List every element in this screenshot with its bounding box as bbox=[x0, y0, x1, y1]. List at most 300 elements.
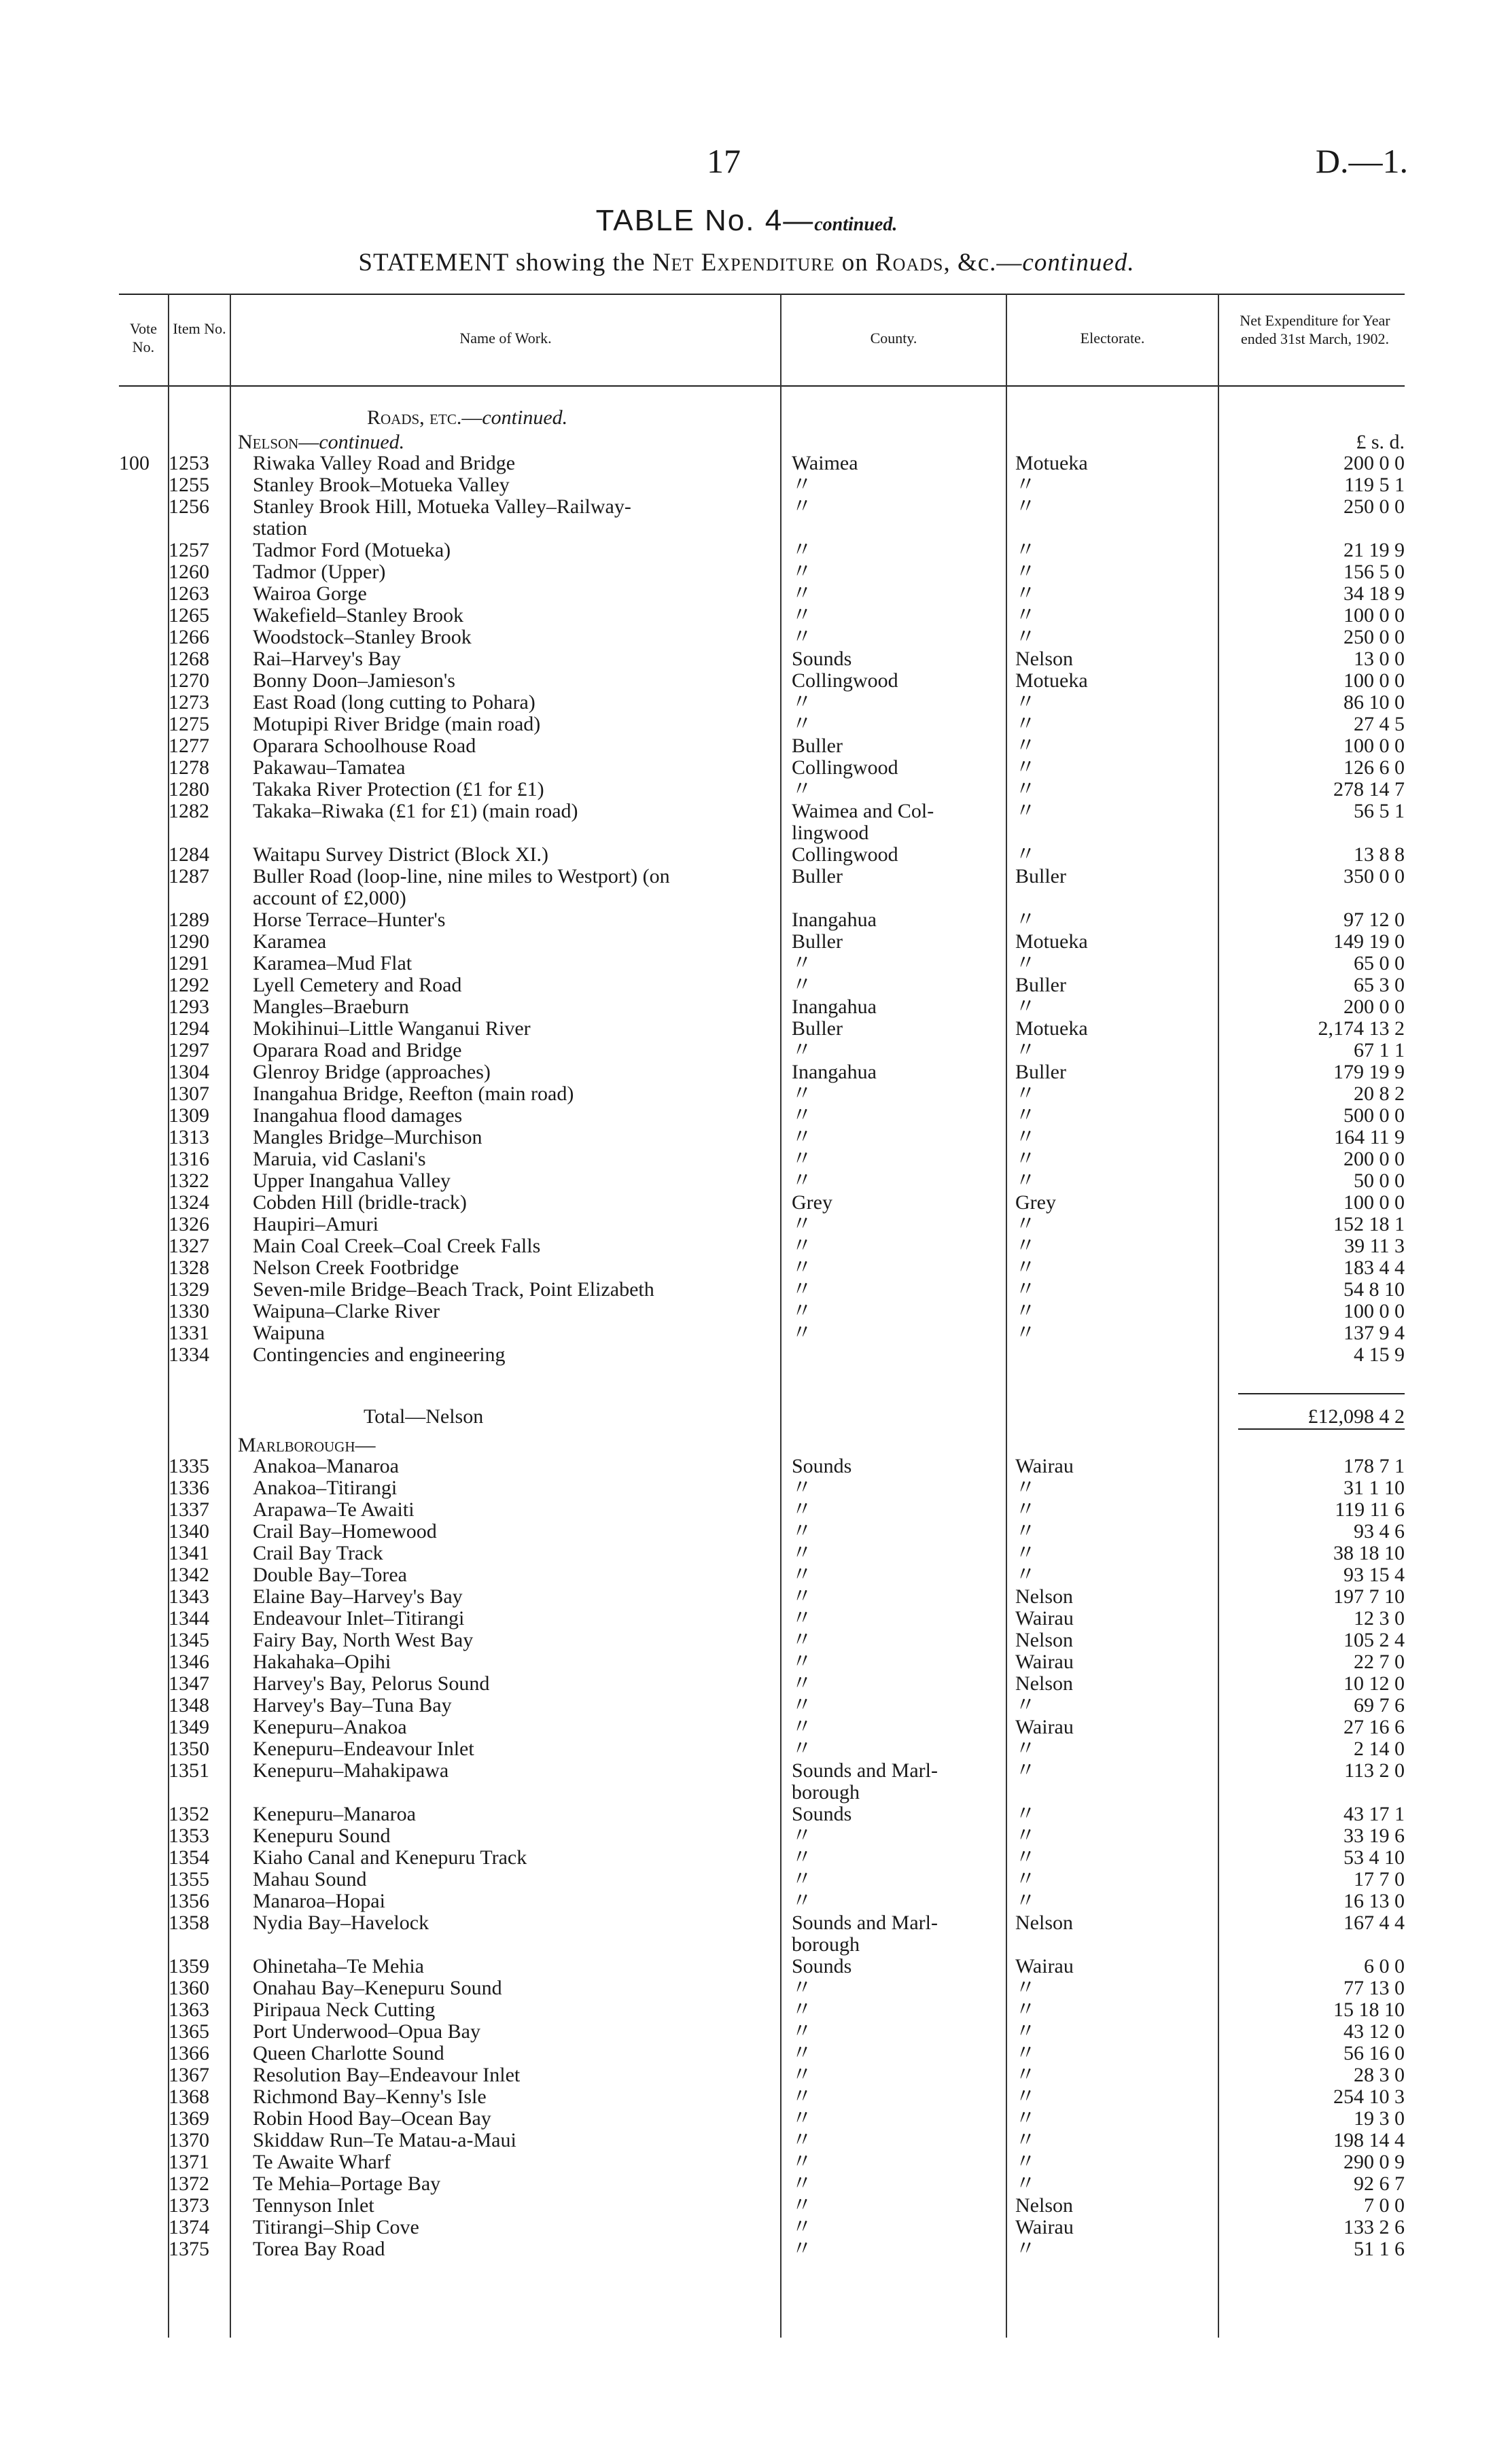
county: 〃 bbox=[792, 1498, 812, 1521]
net-expenditure: 6 0 0 bbox=[1364, 1955, 1405, 1977]
electorate: Motueka bbox=[1015, 669, 1088, 692]
electorate: Nelson bbox=[1015, 1585, 1073, 1608]
work-name: Stanley Brook Hill, Motueka Valley–Railway- bbox=[253, 495, 631, 518]
net-expenditure: 27 4 5 bbox=[1354, 713, 1405, 735]
item-number: 1341 bbox=[169, 1542, 209, 1564]
table-row bbox=[0, 2043, 1493, 2064]
table-row bbox=[0, 1018, 1493, 1040]
table-row bbox=[0, 1148, 1493, 1170]
table-row bbox=[0, 735, 1493, 757]
net-expenditure: 167 4 4 bbox=[1343, 1912, 1405, 1934]
electorate: Buller bbox=[1015, 974, 1066, 996]
net-expenditure: 254 10 3 bbox=[1333, 2085, 1405, 2108]
work-name: Upper Inangahua Valley bbox=[253, 1169, 451, 1192]
item-number: 1292 bbox=[169, 974, 209, 996]
table-row bbox=[0, 1956, 1493, 1977]
item-number: 1273 bbox=[169, 691, 209, 714]
work-name: Seven-mile Bridge–Beach Track, Point Elizabeth bbox=[253, 1278, 654, 1301]
header-vote-no: Vote No. bbox=[130, 320, 157, 355]
item-number: 1278 bbox=[169, 756, 209, 779]
work-name: Waipuna bbox=[253, 1322, 325, 1344]
header-county: County. bbox=[870, 330, 917, 347]
electorate: Motueka bbox=[1015, 930, 1088, 953]
electorate: 〃 bbox=[1015, 1564, 1036, 1586]
electorate: 〃 bbox=[1015, 1235, 1036, 1257]
net-expenditure: 54 8 10 bbox=[1343, 1278, 1405, 1301]
item-number: 1369 bbox=[169, 2107, 209, 2130]
county: 〃 bbox=[792, 691, 812, 714]
work-name: Anakoa–Manaroa bbox=[253, 1455, 399, 1477]
net-expenditure: 19 3 0 bbox=[1354, 2107, 1405, 2130]
net-expenditure: 93 15 4 bbox=[1343, 1564, 1405, 1586]
work-name: Wairoa Gorge bbox=[253, 582, 367, 605]
table-row bbox=[0, 779, 1493, 800]
item-number: 1263 bbox=[169, 582, 209, 605]
net-expenditure: 250 0 0 bbox=[1343, 495, 1405, 518]
county: 〃 bbox=[792, 1694, 812, 1717]
electorate: 〃 bbox=[1015, 778, 1036, 800]
item-number: 1277 bbox=[169, 735, 209, 757]
county: 〃 bbox=[792, 1564, 812, 1586]
table-row bbox=[0, 844, 1493, 866]
net-expenditure: 50 0 0 bbox=[1354, 1169, 1405, 1192]
work-name: Kiaho Canal and Kenepuru Track bbox=[253, 1846, 527, 1869]
net-expenditure: 100 0 0 bbox=[1343, 1300, 1405, 1322]
county: 〃 bbox=[792, 1126, 812, 1148]
net-expenditure: 200 0 0 bbox=[1343, 452, 1405, 474]
net-expenditure: 178 7 1 bbox=[1343, 1455, 1405, 1477]
county: 〃 bbox=[792, 1868, 812, 1890]
net-expenditure: 16 13 0 bbox=[1343, 1890, 1405, 1912]
table-row bbox=[0, 1061, 1493, 1083]
table-row bbox=[0, 670, 1493, 692]
net-expenditure: 77 13 0 bbox=[1343, 1977, 1405, 1999]
electorate: Nelson bbox=[1015, 1629, 1073, 1651]
table-row bbox=[0, 2064, 1493, 2086]
work-name: Karamea–Mud Flat bbox=[253, 952, 412, 974]
item-number: 1354 bbox=[169, 1846, 209, 1869]
table-row bbox=[0, 953, 1493, 974]
net-expenditure: 100 0 0 bbox=[1343, 604, 1405, 627]
electorate: Buller bbox=[1015, 1061, 1066, 1083]
header-net-expenditure: Net Expenditure for Year ended 31st March, 1902. bbox=[1240, 312, 1390, 347]
table-row bbox=[0, 648, 1493, 670]
work-name: Mangles–Braeburn bbox=[253, 996, 409, 1018]
county: 〃 bbox=[792, 1585, 812, 1608]
work-name: Anakoa–Titirangi bbox=[253, 1477, 398, 1499]
table-row bbox=[0, 2151, 1493, 2173]
units-header: £ s. d. bbox=[1356, 431, 1405, 453]
county: Collingwood bbox=[792, 669, 898, 692]
work-name: Cobden Hill (bridle-track) bbox=[253, 1191, 467, 1214]
net-expenditure: 97 12 0 bbox=[1343, 909, 1405, 931]
work-name: Tadmor (Upper) bbox=[253, 561, 386, 583]
table-row bbox=[0, 1322, 1493, 1344]
item-number: 1347 bbox=[169, 1672, 209, 1695]
county: 〃 bbox=[792, 561, 812, 583]
county: 〃 bbox=[792, 1169, 812, 1192]
county: 〃 bbox=[792, 495, 812, 518]
table-row bbox=[0, 453, 1493, 474]
table-row bbox=[0, 2217, 1493, 2238]
electorate: 〃 bbox=[1015, 1039, 1036, 1061]
item-number: 1253 bbox=[169, 452, 209, 474]
county: 〃 bbox=[792, 474, 812, 496]
document-reference: D.—1. bbox=[1315, 142, 1408, 180]
net-expenditure: 198 14 4 bbox=[1333, 2129, 1405, 2151]
item-number: 1346 bbox=[169, 1651, 209, 1673]
net-expenditure: 119 5 1 bbox=[1344, 474, 1405, 496]
net-expenditure: 53 4 10 bbox=[1343, 1846, 1405, 1869]
work-name: Haupiri–Amuri bbox=[253, 1213, 379, 1235]
item-number: 1330 bbox=[169, 1300, 209, 1322]
table-row bbox=[0, 1825, 1493, 1847]
item-number: 1297 bbox=[169, 1039, 209, 1061]
county: Buller bbox=[792, 1017, 843, 1040]
item-number: 1334 bbox=[169, 1343, 209, 1366]
total-label: Total—Nelson bbox=[364, 1405, 484, 1428]
net-expenditure: 100 0 0 bbox=[1343, 735, 1405, 757]
table-title-main: TABLE No. 4— bbox=[595, 204, 815, 237]
county: 〃 bbox=[792, 626, 812, 648]
table-row bbox=[0, 1999, 1493, 2021]
item-number: 1322 bbox=[169, 1169, 209, 1192]
work-name: Tennyson Inlet bbox=[253, 2194, 374, 2217]
net-expenditure: 105 2 4 bbox=[1343, 1629, 1405, 1651]
work-name: Manaroa–Hopai bbox=[253, 1890, 385, 1912]
electorate: 〃 bbox=[1015, 2129, 1036, 2151]
table-row bbox=[0, 1301, 1493, 1322]
item-number: 1307 bbox=[169, 1083, 209, 1105]
electorate: Nelson bbox=[1015, 1672, 1073, 1695]
net-expenditure: 39 11 3 bbox=[1344, 1235, 1405, 1257]
table-row-continuation bbox=[0, 822, 1493, 844]
county: 〃 bbox=[792, 1278, 812, 1301]
county: 〃 bbox=[792, 2064, 812, 2086]
net-expenditure: 197 7 10 bbox=[1333, 1585, 1405, 1608]
net-expenditure: 500 0 0 bbox=[1343, 1104, 1405, 1127]
table-row bbox=[0, 496, 1493, 518]
electorate: 〃 bbox=[1015, 2064, 1036, 2086]
net-expenditure: 126 6 0 bbox=[1343, 756, 1405, 779]
net-expenditure: 200 0 0 bbox=[1343, 1148, 1405, 1170]
item-number: 1358 bbox=[169, 1912, 209, 1934]
section-heading-roads: Roads, etc.—continued. bbox=[367, 406, 568, 429]
work-name: Port Underwood–Opua Bay bbox=[253, 2020, 480, 2043]
work-name: Buller Road (loop-line, nine miles to Westport) (on bbox=[253, 865, 670, 887]
item-number: 1360 bbox=[169, 1977, 209, 1999]
work-name: Kenepuru–Mahakipawa bbox=[253, 1759, 449, 1782]
header-electorate: Electorate. bbox=[1080, 330, 1145, 347]
table-row bbox=[0, 1192, 1493, 1214]
item-number: 1336 bbox=[169, 1477, 209, 1499]
electorate: 〃 bbox=[1015, 996, 1036, 1018]
electorate: Wairau bbox=[1015, 1607, 1074, 1630]
county: 〃 bbox=[792, 952, 812, 974]
net-expenditure: 69 7 6 bbox=[1354, 1694, 1405, 1717]
electorate: 〃 bbox=[1015, 1148, 1036, 1170]
county: Inangahua bbox=[792, 996, 877, 1018]
work-name: Double Bay–Torea bbox=[253, 1564, 407, 1586]
net-expenditure: 156 5 0 bbox=[1343, 561, 1405, 583]
table-row bbox=[0, 1344, 1493, 1366]
work-name: Waitapu Survey District (Block XI.) bbox=[253, 843, 548, 866]
net-expenditure: 65 3 0 bbox=[1354, 974, 1405, 996]
county: 〃 bbox=[792, 1083, 812, 1105]
electorate: 〃 bbox=[1015, 1126, 1036, 1148]
electorate: Wairau bbox=[1015, 1651, 1074, 1673]
table-row bbox=[0, 561, 1493, 583]
county: 〃 bbox=[792, 1039, 812, 1061]
net-expenditure: 152 18 1 bbox=[1333, 1213, 1405, 1235]
county: Sounds bbox=[792, 1455, 852, 1477]
work-name: Waipuna–Clarke River bbox=[253, 1300, 440, 1322]
county: 〃 bbox=[792, 1846, 812, 1869]
work-name: Hakahaka–Opihi bbox=[253, 1651, 391, 1673]
table-row bbox=[0, 1257, 1493, 1279]
county: 〃 bbox=[792, 1890, 812, 1912]
table-row bbox=[0, 1543, 1493, 1564]
electorate: 〃 bbox=[1015, 1083, 1036, 1105]
item-number: 1351 bbox=[169, 1759, 209, 1782]
county: Sounds and Marl- bbox=[792, 1759, 938, 1782]
header-top-rule bbox=[119, 294, 1405, 295]
work-name: Stanley Brook–Motueka Valley bbox=[253, 474, 510, 496]
county: Grey bbox=[792, 1191, 832, 1214]
item-number: 1374 bbox=[169, 2216, 209, 2238]
electorate: 〃 bbox=[1015, 1477, 1036, 1499]
table-row bbox=[0, 1695, 1493, 1717]
work-name: Mangles Bridge–Murchison bbox=[253, 1126, 482, 1148]
item-number: 1340 bbox=[169, 1520, 209, 1543]
table-row bbox=[0, 1608, 1493, 1630]
electorate: 〃 bbox=[1015, 604, 1036, 627]
net-expenditure: 100 0 0 bbox=[1343, 669, 1405, 692]
net-expenditure: 92 6 7 bbox=[1354, 2172, 1405, 2195]
electorate: Wairau bbox=[1015, 1955, 1074, 1977]
table-row bbox=[0, 1717, 1493, 1738]
county-group-heading-nelson: Nelson—continued. bbox=[238, 431, 405, 453]
item-number: 1345 bbox=[169, 1629, 209, 1651]
net-expenditure: 4 15 9 bbox=[1354, 1343, 1405, 1366]
net-expenditure: 27 16 6 bbox=[1343, 1716, 1405, 1738]
electorate: 〃 bbox=[1015, 2085, 1036, 2108]
item-number: 1370 bbox=[169, 2129, 209, 2151]
table-row bbox=[0, 714, 1493, 735]
electorate: 〃 bbox=[1015, 2042, 1036, 2064]
item-number: 1260 bbox=[169, 561, 209, 583]
work-name: Motupipi River Bridge (main road) bbox=[253, 713, 541, 735]
table-row bbox=[0, 1105, 1493, 1127]
item-number: 1348 bbox=[169, 1694, 209, 1717]
net-expenditure: 100 0 0 bbox=[1343, 1191, 1405, 1214]
work-name: Queen Charlotte Sound bbox=[253, 2042, 444, 2064]
work-name: Mokihinui–Little Wanganui River bbox=[253, 1017, 531, 1040]
item-number: 1291 bbox=[169, 952, 209, 974]
work-name: Mahau Sound bbox=[253, 1868, 367, 1890]
electorate: 〃 bbox=[1015, 1999, 1036, 2021]
table-row bbox=[0, 909, 1493, 931]
electorate: 〃 bbox=[1015, 1169, 1036, 1192]
county: 〃 bbox=[792, 2085, 812, 2108]
statement-heading: STATEMENT showing the Net Expenditure on Roads, &c.—continued. bbox=[358, 249, 1135, 277]
net-expenditure: 86 10 0 bbox=[1343, 691, 1405, 714]
item-number: 1372 bbox=[169, 2172, 209, 2195]
net-expenditure: 278 14 7 bbox=[1333, 778, 1405, 800]
county: 〃 bbox=[792, 1999, 812, 2021]
work-name: Onahau Bay–Kenepuru Sound bbox=[253, 1977, 502, 1999]
net-expenditure: 164 11 9 bbox=[1334, 1126, 1405, 1148]
county: 〃 bbox=[792, 1477, 812, 1499]
item-number: 1316 bbox=[169, 1148, 209, 1170]
work-name: Richmond Bay–Kenny's Isle bbox=[253, 2085, 487, 2108]
work-name: Harvey's Bay, Pelorus Sound bbox=[253, 1672, 490, 1695]
electorate: 〃 bbox=[1015, 735, 1036, 757]
net-expenditure: 38 18 10 bbox=[1333, 1542, 1405, 1564]
net-expenditure: 15 18 10 bbox=[1333, 1999, 1405, 2021]
county: 〃 bbox=[792, 1672, 812, 1695]
county: 〃 bbox=[792, 1629, 812, 1651]
electorate: 〃 bbox=[1015, 2172, 1036, 2195]
table-row bbox=[0, 1738, 1493, 1760]
work-name: Horse Terrace–Hunter's bbox=[253, 909, 446, 931]
table-row bbox=[0, 800, 1493, 822]
county: 〃 bbox=[792, 1977, 812, 1999]
table-row bbox=[0, 692, 1493, 714]
item-number: 1266 bbox=[169, 626, 209, 648]
item-number: 1359 bbox=[169, 1955, 209, 1977]
work-name: Kenepuru Sound bbox=[253, 1825, 391, 1847]
net-expenditure: 65 0 0 bbox=[1354, 952, 1405, 974]
county: Buller bbox=[792, 865, 843, 887]
work-name: Nydia Bay–Havelock bbox=[253, 1912, 429, 1934]
electorate: 〃 bbox=[1015, 952, 1036, 974]
work-name: Glenroy Bridge (approaches) bbox=[253, 1061, 491, 1083]
item-number: 1350 bbox=[169, 1738, 209, 1760]
county: 〃 bbox=[792, 2172, 812, 2195]
item-number: 1326 bbox=[169, 1213, 209, 1235]
table-row bbox=[0, 1499, 1493, 1521]
electorate: Nelson bbox=[1015, 2194, 1073, 2217]
net-expenditure: 17 7 0 bbox=[1354, 1868, 1405, 1890]
item-number: 1366 bbox=[169, 2042, 209, 2064]
table-row-continuation bbox=[0, 887, 1493, 909]
total-rule bbox=[1238, 1393, 1405, 1394]
net-expenditure: 22 7 0 bbox=[1354, 1651, 1405, 1673]
county: Waimea bbox=[792, 452, 858, 474]
table-row bbox=[0, 1673, 1493, 1695]
electorate: 〃 bbox=[1015, 2107, 1036, 2130]
work-name: Oparara Schoolhouse Road bbox=[253, 735, 476, 757]
county: 〃 bbox=[792, 1825, 812, 1847]
table-row bbox=[0, 2195, 1493, 2217]
item-number: 1293 bbox=[169, 996, 209, 1018]
net-expenditure: 137 9 4 bbox=[1343, 1322, 1405, 1344]
county-continued: borough bbox=[792, 1933, 860, 1956]
net-expenditure: 113 2 0 bbox=[1344, 1759, 1405, 1782]
county: 〃 bbox=[792, 1148, 812, 1170]
table-row bbox=[0, 1912, 1493, 1934]
item-number: 1284 bbox=[169, 843, 209, 866]
work-name-continued: account of £2,000) bbox=[253, 887, 406, 909]
net-expenditure: 290 0 9 bbox=[1343, 2151, 1405, 2173]
net-expenditure: 43 17 1 bbox=[1343, 1803, 1405, 1825]
work-name: Maruia, vid Caslani's bbox=[253, 1148, 426, 1170]
table-row bbox=[0, 1651, 1493, 1673]
net-expenditure: 20 8 2 bbox=[1354, 1083, 1405, 1105]
table-title-continued: continued. bbox=[814, 214, 898, 235]
county-continued: borough bbox=[792, 1781, 860, 1803]
item-number: 1324 bbox=[169, 1191, 209, 1214]
item-number: 1329 bbox=[169, 1278, 209, 1301]
work-name: Kenepuru–Anakoa bbox=[253, 1716, 407, 1738]
table-row bbox=[0, 1083, 1493, 1105]
item-number: 1328 bbox=[169, 1256, 209, 1279]
net-expenditure: 56 16 0 bbox=[1343, 2042, 1405, 2064]
item-number: 1309 bbox=[169, 1104, 209, 1127]
county: 〃 bbox=[792, 2107, 812, 2130]
electorate: 〃 bbox=[1015, 1977, 1036, 1999]
county: Sounds and Marl- bbox=[792, 1912, 938, 1934]
table-row-continuation bbox=[0, 518, 1493, 540]
county: 〃 bbox=[792, 1738, 812, 1760]
item-number: 1342 bbox=[169, 1564, 209, 1586]
net-expenditure: 56 5 1 bbox=[1354, 800, 1405, 822]
item-number: 1368 bbox=[169, 2085, 209, 2108]
electorate: 〃 bbox=[1015, 756, 1036, 779]
electorate: 〃 bbox=[1015, 1759, 1036, 1782]
item-number: 1331 bbox=[169, 1322, 209, 1344]
county: Inangahua bbox=[792, 909, 877, 931]
electorate: 〃 bbox=[1015, 1256, 1036, 1279]
table-row bbox=[0, 2086, 1493, 2108]
table-title bbox=[0, 204, 1493, 238]
work-name: Inangahua flood damages bbox=[253, 1104, 463, 1127]
work-name: Endeavour Inlet–Titirangi bbox=[253, 1607, 465, 1630]
county: 〃 bbox=[792, 2042, 812, 2064]
electorate: Grey bbox=[1015, 1191, 1056, 1214]
item-number: 1304 bbox=[169, 1061, 209, 1083]
table-row-continuation bbox=[0, 1934, 1493, 1956]
work-name: Kenepuru–Manaroa bbox=[253, 1803, 416, 1825]
county: 〃 bbox=[792, 1300, 812, 1322]
work-name: Pakawau–Tamatea bbox=[253, 756, 406, 779]
county: Collingwood bbox=[792, 843, 898, 866]
electorate: 〃 bbox=[1015, 1542, 1036, 1564]
work-name: Fairy Bay, North West Bay bbox=[253, 1629, 474, 1651]
table-row bbox=[0, 1564, 1493, 1586]
county: 〃 bbox=[792, 974, 812, 996]
electorate: 〃 bbox=[1015, 2151, 1036, 2173]
net-expenditure: 21 19 9 bbox=[1343, 539, 1405, 561]
work-name: Woodstock–Stanley Brook bbox=[253, 626, 472, 648]
work-name: Torea Bay Road bbox=[253, 2238, 385, 2260]
county: 〃 bbox=[792, 1520, 812, 1543]
electorate: Wairau bbox=[1015, 2216, 1074, 2238]
net-expenditure: 13 0 0 bbox=[1354, 648, 1405, 670]
table-row bbox=[0, 1170, 1493, 1192]
item-number: 1371 bbox=[169, 2151, 209, 2173]
item-number: 1270 bbox=[169, 669, 209, 692]
net-expenditure: 149 19 0 bbox=[1333, 930, 1405, 953]
table-row bbox=[0, 2238, 1493, 2260]
item-number: 1275 bbox=[169, 713, 209, 735]
table-row bbox=[0, 627, 1493, 648]
table-row bbox=[0, 540, 1493, 561]
item-number: 1313 bbox=[169, 1126, 209, 1148]
table-row bbox=[0, 1977, 1493, 1999]
total-bottom-rule bbox=[1238, 1428, 1405, 1430]
